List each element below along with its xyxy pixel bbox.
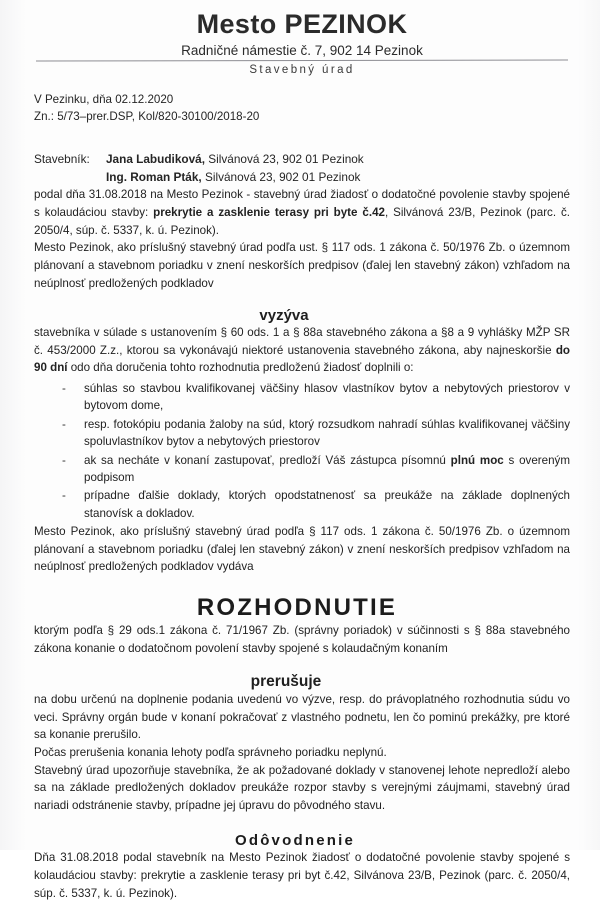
heading-odovodnenie: Odôvodnenie xyxy=(234,832,356,850)
document-meta xyxy=(34,92,570,125)
list-item xyxy=(60,452,570,487)
prerusuje-paragraph-2: Počas prerušenia konania lehoty podľa správneho poriadku neplynú. xyxy=(34,745,387,759)
applicant-list xyxy=(106,151,364,186)
applicant-label: Stavebník: xyxy=(34,152,90,167)
list-item xyxy=(60,380,570,415)
requirement-text: prípadne ďalšie doklady, ktorých opodstatnenosť sa preukáže na základe doplnených stanovísk a dokladov. xyxy=(84,489,570,520)
authority-paragraph-vyzyva: Mesto Pezinok, ako príslušný stavebný úrad podľa ust. § 117 ods. 1 zákona č. 50/1976 Zb. o územnom plánovaní a stavebnom poriadku v znení neskorších predpisov (ďalej len stavebný zákon) vzhľadom na neúplnosť predložených podkladov xyxy=(34,241,570,290)
list-item xyxy=(60,416,570,451)
requirement-text-pre: ak sa necháte v konaní zastupovať, predloží Váš zástupca písomnú xyxy=(84,453,451,467)
document-content xyxy=(34,0,570,902)
department-name: Stavebný úrad xyxy=(249,64,355,77)
list-item xyxy=(60,487,570,522)
requirement-bold: plnú moc xyxy=(450,453,504,467)
applicant-address: Silvánová 23, 902 01 Pezinok xyxy=(201,169,361,184)
vyzyva-deadline-bold: do 90 dní xyxy=(34,343,570,375)
requirements-list xyxy=(34,380,570,522)
intro-text-part1: podal dňa 31.08.2018 na Mesto Pezinok - stavebný úrad žiadosť o dodatočné povolenie stavby spojené s kolaudáciou stavby: xyxy=(34,188,570,220)
intro-text-part2: , Silvánová 23/B, Pezinok (parc. č. 2050/4, súp. č. 5337, k. ú. Pezinok). xyxy=(34,206,570,237)
intro-paragraph xyxy=(34,186,570,239)
letterhead xyxy=(34,0,570,76)
vyzyva-body-paragraph xyxy=(34,324,570,377)
applicant-row xyxy=(106,169,364,187)
vyzyva-text-part2: odo dňa doručenia tohto rozhodnutia predloženú žiadosť doplnili o: xyxy=(67,361,414,375)
requirement-text: súhlas so stavbou kvalifikovanej väčšiny hlasov vlastníkov bytov a nebytových priestorov v bytovom dome, xyxy=(84,381,570,413)
intro-subject-bold: prekrytie a zasklenie terasy pri byte č.42 xyxy=(153,206,385,220)
prerusuje-paragraph-3: Stavebný úrad upozorňuje stavebníka, že ak požadované doklady v stanovenej lehote nepredloží alebo sa na základe predložených dokladov preukáže rozpor stavby s verejnými záujmami, stavebný úrad nariadi odstránenie stavby, prípadne jej úpravu do pôvodného stavu. xyxy=(34,763,570,812)
authority-paragraph-rozhodnutie: Mesto Pezinok, ako príslušný stavebný úrad podľa § 117 ods. 1 zákona č. 50/1976 Zb. o územnom plánovaní a stavebnom poriadku (ďalej len stavebný zákon) v znení neskorších predpisov vzhľadom na neúplnosť predložených podkladov vydáva xyxy=(34,525,570,574)
applicant-address: Silvánová 23, 902 01 Pezinok xyxy=(205,152,364,167)
organization-title: Mesto PEZINOK xyxy=(196,9,408,39)
prerusuje-paragraph-1: na dobu určenú na doplnenie podania uvedenú vo výzve, resp. do právoplatného rozhodnutia súdu vo veci. Správny orgán bude v konaní pokračovať z vlastného podnetu, len čo pominú prekážky, pre ktoré sa konanie prerušilo. xyxy=(34,693,570,742)
place-and-date: V Pezinku, dňa 02.12.2020 xyxy=(34,93,174,107)
applicant-name: Jana Labudiková, xyxy=(106,152,205,167)
letterhead-divider xyxy=(36,60,568,62)
requirement-text-post: s overeným podpisom xyxy=(84,453,570,484)
reference-number: Zn.: 5/73–prer.DSP, Kol/820-30100/2018-20 xyxy=(34,109,260,123)
heading-prerusuje: prerušuje xyxy=(250,673,322,691)
rozhodnutie-body-paragraph: ktorým podľa § 29 ods.1 zákona č. 71/1967 Zb. (správny poriadok) v súčinnosti s § 88a stavebného zákona konanie o dodatočnom povolení stavby spojené s kolaudačným konaním xyxy=(34,623,570,655)
odovodnenie-body-paragraph: Dňa 31.08.2018 podal stavebník na Mesto Pezinok žiadosť o dodatočné povolenie stavby spojené s kolaudáciou stavby: prekrytie a zasklenie terasy pri byt č.42, Silvánova 23/B, Pezinok (parc. č. 2050/4, súp. č. 5337, k. ú. Pezinok). xyxy=(34,851,570,900)
applicant-row xyxy=(106,151,364,169)
vyzyva-text-part1: stavebníka v súlade s ustanovením § 60 ods. 1 a § 88a stavebného zákona a §8 a 9 vyhlášky MŽP SR č. 453/2000 Z.z., ktorou sa vykonávajú niektoré ustanovenia stavebného zákona, aby najneskoršie xyxy=(34,326,570,357)
applicant-block xyxy=(34,151,570,186)
organization-address: Radničné námestie č. 7, 902 14 Pezinok xyxy=(181,42,423,58)
applicant-name: Ing. Roman Pták, xyxy=(106,169,202,184)
heading-vyzyva: vyzýva xyxy=(259,307,309,325)
heading-rozhodnutie: ROZHODNUTIE xyxy=(196,593,398,621)
requirement-text: resp. fotokópiu podania žaloby na súd, ktorý rozsudkom nahradí súhlas kvalifikovanej väčšiny spoluvlastníkov bytov a nebytových priestorov xyxy=(84,417,570,449)
